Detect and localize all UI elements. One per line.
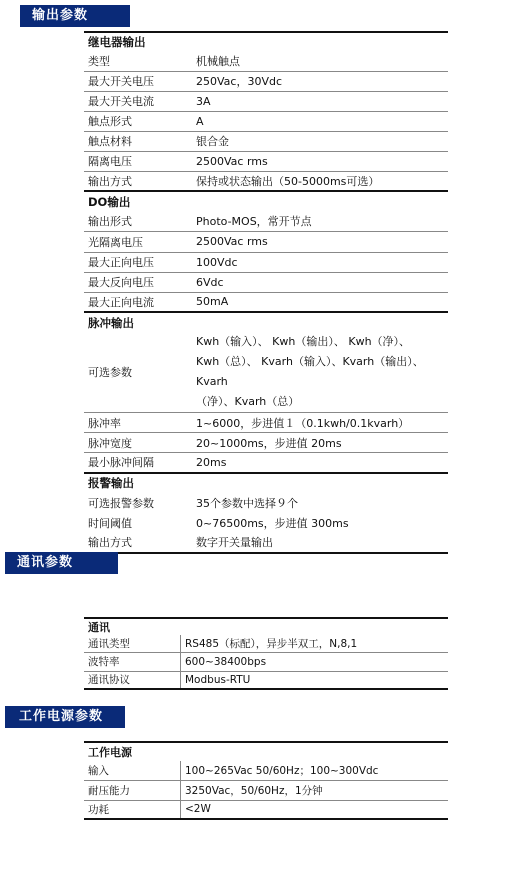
table-row <box>84 91 448 111</box>
row-label: 可选参数 <box>88 366 132 379</box>
row-label: 光隔离电压 <box>84 231 192 252</box>
row-value: 2500Vac rms <box>192 151 448 171</box>
group-header-pulse <box>84 312 448 332</box>
table-row <box>84 272 448 292</box>
row-label: 可选报警参数 <box>88 496 154 510</box>
row-value: 35个参数中选择９个 <box>196 496 298 510</box>
row-value: 3250Vac，50/60Hz，1分钟 <box>181 780 449 800</box>
row-value: RS485（标配），异步半双工，N,8,1 <box>185 637 358 650</box>
table-row <box>84 761 448 780</box>
row-label: 最大开关电压 <box>84 71 192 91</box>
table-row <box>84 111 448 131</box>
row-value: 20~1000ms，步进值 20ms <box>192 433 448 453</box>
group-header-comm <box>84 618 448 635</box>
table-row <box>84 171 448 191</box>
row-value-multiline <box>192 332 448 413</box>
row-value: 100Vdc <box>192 252 448 272</box>
row-value: 6Vdc <box>192 272 448 292</box>
pulse-option-line: Kwh（输入）、 Kwh（输出）、 Kwh（净）、 <box>196 335 411 348</box>
table-row <box>84 252 448 272</box>
group-header-do <box>84 191 448 211</box>
pulse-option-line: （净）、Kvarh（总） <box>196 395 300 408</box>
table-row <box>84 513 448 533</box>
row-value: 2500Vac rms <box>192 231 448 252</box>
comm-params-table <box>84 617 448 690</box>
row-label: 触点形式 <box>84 111 192 131</box>
row-value: 1~6000，步进值１（0.1kwh/0.1kvarh） <box>192 413 448 433</box>
section-title-power: 工作电源参数 <box>19 709 104 724</box>
row-value: 0~76500ms，步进值 300ms <box>196 516 349 530</box>
group-header-power <box>84 742 448 761</box>
row-label: 输出方式 <box>84 171 192 191</box>
row-label: 脉冲率 <box>84 413 192 433</box>
row-label: 触点材料 <box>84 131 192 151</box>
row-value: 机械触点 <box>196 54 240 68</box>
row-label: 通讯协议 <box>84 671 181 689</box>
table-row <box>84 635 448 652</box>
row-label: 输出方式 <box>84 533 192 553</box>
row-label: 耐压能力 <box>84 780 181 800</box>
section-header-output <box>20 5 130 27</box>
table-row <box>84 780 448 800</box>
table-row <box>84 453 448 473</box>
table-row <box>84 231 448 252</box>
table-row <box>84 533 448 553</box>
row-value: 银合金 <box>192 131 448 151</box>
row-label: 最大正向电流 <box>84 292 192 312</box>
row-value: <2W <box>181 800 449 819</box>
row-label: 通讯类型 <box>84 635 181 652</box>
table-row <box>84 493 448 513</box>
group-title-do: DO输出 <box>84 191 448 211</box>
table-row <box>84 211 448 231</box>
output-params-table <box>84 31 448 554</box>
row-label: 最大正向电压 <box>84 252 192 272</box>
row-label: 脉冲宽度 <box>84 433 192 453</box>
table-row <box>84 131 448 151</box>
row-label: 时间阈值 <box>88 516 132 530</box>
table-row <box>84 151 448 171</box>
table-row <box>84 652 448 671</box>
group-title-power: 工作电源 <box>84 742 448 761</box>
group-title-pulse: 脉冲输出 <box>84 312 448 332</box>
row-label: 输入 <box>84 761 181 780</box>
row-value: 250Vac，30Vdc <box>192 71 448 91</box>
row-label: 隔离电压 <box>84 151 192 171</box>
table-row <box>84 332 448 413</box>
row-value: 保持或状态输出（50-5000ms可选） <box>192 171 448 191</box>
power-params-table <box>84 741 448 820</box>
group-title-comm: 通讯 <box>84 618 448 635</box>
section-header-comm <box>5 552 118 574</box>
table-row <box>84 413 448 433</box>
row-label: 最大开关电流 <box>84 91 192 111</box>
group-header-relay <box>84 32 448 51</box>
table-row <box>84 292 448 312</box>
group-header-alarm <box>84 473 448 493</box>
row-value: 数字开关量输出 <box>192 533 448 553</box>
row-value: Modbus-RTU <box>181 671 449 689</box>
row-label: 类型 <box>88 54 110 68</box>
row-label: 输出形式 <box>88 214 132 228</box>
group-title-alarm: 报警输出 <box>84 473 448 493</box>
table-row <box>84 71 448 91</box>
row-label: 波特率 <box>84 652 181 671</box>
row-value: Photo-MOS，常开节点 <box>196 214 312 228</box>
section-title-comm: 通讯参数 <box>17 555 74 570</box>
table-row <box>84 800 448 819</box>
group-title-relay: 继电器输出 <box>84 32 448 51</box>
row-value: 3A <box>192 91 448 111</box>
row-value: A <box>192 111 448 131</box>
row-value: 100~265Vac 50/60Hz；100~300Vdc <box>185 764 379 777</box>
pulse-option-line: Kwh（总）、 Kvarh（输入）、Kvarh（输出）、Kvarh <box>196 355 424 388</box>
row-value: 20ms <box>192 453 448 473</box>
table-row <box>84 433 448 453</box>
section-header-power <box>5 706 125 728</box>
section-title-output: 输出参数 <box>32 8 89 23</box>
row-label: 功耗 <box>84 800 181 819</box>
row-label: 最大反向电压 <box>84 272 192 292</box>
row-value: 600~38400bps <box>181 652 449 671</box>
table-row <box>84 671 448 689</box>
table-row <box>84 51 448 71</box>
row-label: 最小脉冲间隔 <box>84 453 192 473</box>
row-value: 50mA <box>192 292 448 312</box>
